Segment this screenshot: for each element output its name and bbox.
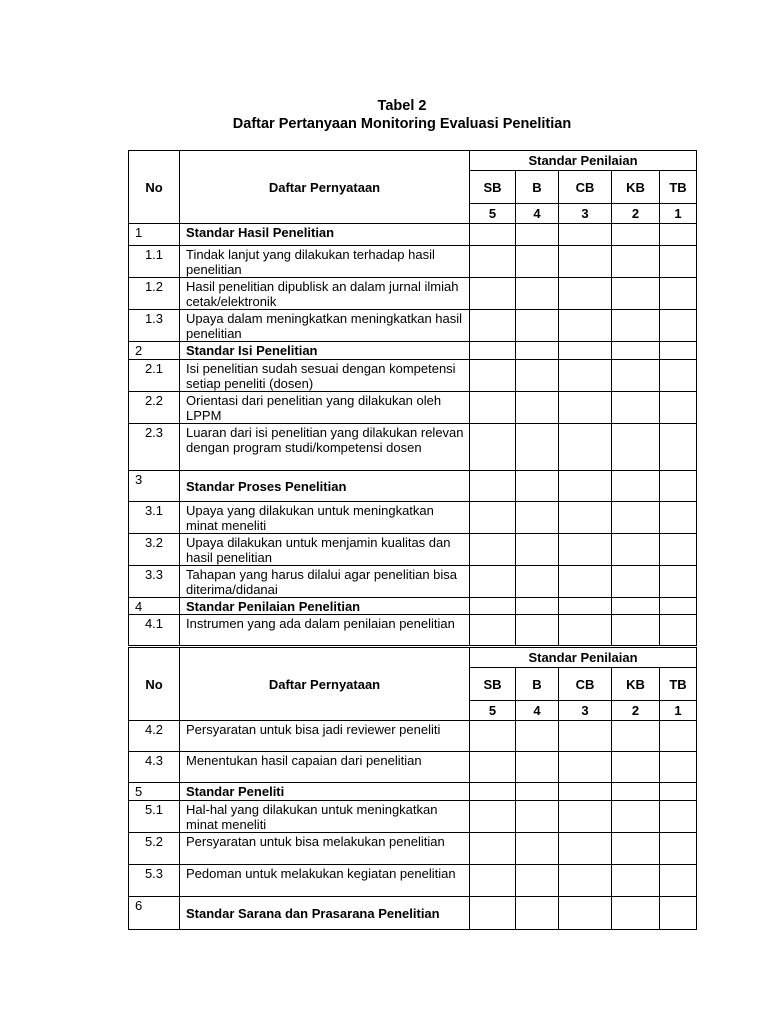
- score-cell-cb[interactable]: [559, 534, 612, 566]
- score-cell-b[interactable]: [516, 865, 559, 897]
- score-cell-kb[interactable]: [612, 424, 660, 471]
- table-number: Tabel 2: [377, 98, 427, 114]
- score-cell-kb[interactable]: [612, 246, 660, 278]
- row-statement: [180, 224, 470, 246]
- table-row: [129, 534, 697, 566]
- score-cell-kb[interactable]: [612, 471, 660, 502]
- statement-text: Luaran dari isi penelitian yang dilakukan relevan dengan program studi/kompetensi dosen: [186, 425, 464, 455]
- header-code-b: B: [516, 171, 559, 204]
- row-statement: [180, 615, 470, 646]
- score-cell-b[interactable]: [516, 801, 559, 833]
- header-no: No: [129, 648, 180, 721]
- score-cell-kb[interactable]: [612, 392, 660, 424]
- row-statement: [180, 566, 470, 598]
- row-statement: [180, 865, 470, 897]
- table-row: [129, 278, 697, 310]
- header-code-cb: CB: [559, 171, 612, 204]
- score-cell-kb[interactable]: [612, 865, 660, 897]
- score-cell-sb[interactable]: [470, 342, 516, 360]
- score-cell-sb[interactable]: [470, 310, 516, 342]
- score-cell-cb[interactable]: [559, 278, 612, 310]
- table-row: [129, 224, 697, 246]
- row-statement: [180, 897, 470, 930]
- score-cell-b[interactable]: [516, 534, 559, 566]
- score-cell-sb[interactable]: [470, 566, 516, 598]
- score-cell-tb[interactable]: [660, 342, 697, 360]
- header-code-sb: SB: [470, 668, 516, 701]
- table-row: [129, 801, 697, 833]
- score-cell-tb[interactable]: [660, 721, 697, 752]
- score-cell-kb[interactable]: [612, 502, 660, 534]
- header-value-cb: 3: [559, 204, 612, 224]
- row-statement: [180, 360, 470, 392]
- score-cell-kb[interactable]: [612, 801, 660, 833]
- score-cell-tb[interactable]: [660, 534, 697, 566]
- score-cell-kb[interactable]: [612, 721, 660, 752]
- row-number-text: 2: [135, 343, 143, 358]
- section-heading: Standar Isi Penelitian: [186, 343, 318, 358]
- table-row: [129, 615, 697, 646]
- score-cell-tb[interactable]: [660, 598, 697, 615]
- statement-text: Pedoman untuk melakukan kegiatan penelitian: [186, 866, 456, 881]
- score-cell-cb[interactable]: [559, 897, 612, 930]
- score-cell-kb[interactable]: [612, 566, 660, 598]
- table-row: [129, 360, 697, 392]
- header-code-tb: TB: [660, 668, 697, 701]
- score-cell-tb[interactable]: [660, 278, 697, 310]
- row-statement: [180, 502, 470, 534]
- score-cell-kb[interactable]: [612, 752, 660, 783]
- score-cell-kb[interactable]: [612, 783, 660, 801]
- score-cell-sb[interactable]: [470, 392, 516, 424]
- row-number-text: 5.1: [144, 802, 164, 817]
- score-cell-sb[interactable]: [470, 598, 516, 615]
- score-cell-cb[interactable]: [559, 246, 612, 278]
- row-number-text: 1.2: [144, 279, 164, 294]
- score-cell-sb[interactable]: [470, 278, 516, 310]
- score-cell-sb[interactable]: [470, 783, 516, 801]
- statement-text: Upaya dilakukan untuk menjamin kualitas dan hasil penelitian: [186, 535, 451, 565]
- table-row: [129, 310, 697, 342]
- statement-text: Persyaratan untuk bisa jadi reviewer peneliti: [186, 722, 441, 737]
- table-row: [129, 471, 697, 502]
- score-cell-b[interactable]: [516, 424, 559, 471]
- score-cell-tb[interactable]: [660, 615, 697, 646]
- score-cell-sb[interactable]: [470, 897, 516, 930]
- row-number-text: 3.2: [144, 535, 164, 550]
- statement-text: Upaya yang dilakukan untuk meningkatkan minat meneliti: [186, 503, 434, 533]
- header-code-kb: KB: [612, 171, 660, 204]
- score-cell-tb[interactable]: [660, 752, 697, 783]
- score-cell-b[interactable]: [516, 615, 559, 646]
- table-row: [129, 502, 697, 534]
- row-statement: [180, 598, 470, 615]
- row-number: [129, 865, 180, 897]
- row-number: [129, 833, 180, 865]
- score-cell-b[interactable]: [516, 360, 559, 392]
- table-row: [129, 342, 697, 360]
- score-cell-cb[interactable]: [559, 721, 612, 752]
- header-value-b: 4: [516, 701, 559, 721]
- header-value-kb: 2: [612, 204, 660, 224]
- statement-text: Tindak lanjut yang dilakukan terhadap hasil penelitian: [186, 247, 435, 277]
- score-cell-tb[interactable]: [660, 502, 697, 534]
- row-statement: [180, 278, 470, 310]
- score-cell-tb[interactable]: [660, 246, 697, 278]
- score-cell-b[interactable]: [516, 721, 559, 752]
- table-row: [129, 865, 697, 897]
- row-statement: [180, 424, 470, 471]
- score-cell-sb[interactable]: [470, 534, 516, 566]
- statement-text: Hasil penelitian dipublisk an dalam jurnal ilmiah cetak/elektronik: [186, 279, 459, 309]
- header-value-kb: 2: [612, 701, 660, 721]
- row-statement: [180, 801, 470, 833]
- score-cell-kb[interactable]: [612, 598, 660, 615]
- score-cell-cb[interactable]: [559, 783, 612, 801]
- section-heading: Standar Sarana dan Prasarana Penelitian: [186, 906, 440, 921]
- evaluation-table-part-1: [128, 150, 697, 646]
- score-cell-b[interactable]: [516, 783, 559, 801]
- row-number-text: 2.2: [144, 393, 164, 408]
- score-cell-cb[interactable]: [559, 615, 612, 646]
- score-cell-sb[interactable]: [470, 801, 516, 833]
- row-number-text: 4.1: [144, 616, 164, 631]
- score-cell-cb[interactable]: [559, 833, 612, 865]
- score-cell-kb[interactable]: [612, 278, 660, 310]
- row-number: [129, 534, 180, 566]
- score-cell-cb[interactable]: [559, 801, 612, 833]
- header-statement: Daftar Pernyataan: [180, 648, 470, 721]
- score-cell-sb[interactable]: [470, 721, 516, 752]
- score-cell-b[interactable]: [516, 342, 559, 360]
- header-code-b: B: [516, 668, 559, 701]
- section-heading: Standar Peneliti: [186, 784, 285, 799]
- table-row: [129, 566, 697, 598]
- score-cell-tb[interactable]: [660, 360, 697, 392]
- score-cell-tb[interactable]: [660, 783, 697, 801]
- row-statement: [180, 310, 470, 342]
- row-number: [129, 783, 180, 801]
- row-number: [129, 471, 180, 502]
- score-cell-kb[interactable]: [612, 310, 660, 342]
- row-number: [129, 360, 180, 392]
- score-cell-cb[interactable]: [559, 424, 612, 471]
- section-heading: Standar Hasil Penelitian: [186, 225, 335, 240]
- statement-text: Instrumen yang ada dalam penilaian penelitian: [186, 616, 455, 631]
- score-cell-kb[interactable]: [612, 534, 660, 566]
- table-title: Daftar Pertanyaan Monitoring Evaluasi Penelitian: [232, 116, 572, 132]
- score-cell-cb[interactable]: [559, 598, 612, 615]
- score-cell-tb[interactable]: [660, 224, 697, 246]
- header-no: No: [129, 151, 180, 224]
- score-cell-cb[interactable]: [559, 310, 612, 342]
- row-number-text: 2.3: [144, 425, 164, 440]
- row-number: [129, 278, 180, 310]
- score-cell-b[interactable]: [516, 246, 559, 278]
- score-cell-sb[interactable]: [470, 246, 516, 278]
- header-value-b: 4: [516, 204, 559, 224]
- score-cell-tb[interactable]: [660, 310, 697, 342]
- score-cell-cb[interactable]: [559, 392, 612, 424]
- score-cell-cb[interactable]: [559, 471, 612, 502]
- section-heading: Standar Proses Penelitian: [186, 479, 347, 494]
- score-cell-kb[interactable]: [612, 897, 660, 930]
- score-cell-b[interactable]: [516, 392, 559, 424]
- header-value-cb: 3: [559, 701, 612, 721]
- row-number: [129, 424, 180, 471]
- statement-text: Orientasi dari penelitian yang dilakukan oleh LPPM: [186, 393, 442, 423]
- header-value-sb: 5: [470, 701, 516, 721]
- statement-text: Menentukan hasil capaian dari penelitian: [186, 753, 422, 768]
- score-cell-b[interactable]: [516, 566, 559, 598]
- score-cell-kb[interactable]: [612, 224, 660, 246]
- score-cell-b[interactable]: [516, 752, 559, 783]
- row-number-text: 3.1: [144, 503, 164, 518]
- score-cell-tb[interactable]: [660, 801, 697, 833]
- row-number: [129, 392, 180, 424]
- score-cell-b[interactable]: [516, 224, 559, 246]
- score-cell-cb[interactable]: [559, 865, 612, 897]
- score-cell-sb[interactable]: [470, 865, 516, 897]
- table-row: [129, 392, 697, 424]
- score-cell-tb[interactable]: [660, 566, 697, 598]
- row-number-text: 6: [135, 898, 143, 913]
- header-code-sb: SB: [470, 171, 516, 204]
- table-row: [129, 598, 697, 615]
- score-cell-b[interactable]: [516, 278, 559, 310]
- score-cell-kb[interactable]: [612, 360, 660, 392]
- score-cell-tb[interactable]: [660, 865, 697, 897]
- row-number-text: 4: [135, 599, 143, 614]
- statement-text: Upaya dalam meningkatkan meningkatkan hasil penelitian: [186, 311, 463, 341]
- score-cell-kb[interactable]: [612, 615, 660, 646]
- row-number-text: 2.1: [144, 361, 164, 376]
- row-number: [129, 897, 180, 930]
- score-cell-sb[interactable]: [470, 424, 516, 471]
- score-cell-b[interactable]: [516, 471, 559, 502]
- row-statement: [180, 752, 470, 783]
- row-number: [129, 566, 180, 598]
- header-value-tb: 1: [660, 701, 697, 721]
- statement-text: Persyaratan untuk bisa melakukan penelitian: [186, 834, 445, 849]
- score-cell-sb[interactable]: [470, 471, 516, 502]
- score-cell-sb[interactable]: [470, 360, 516, 392]
- row-number: [129, 224, 180, 246]
- score-cell-tb[interactable]: [660, 833, 697, 865]
- table-row: [129, 833, 697, 865]
- score-cell-tb[interactable]: [660, 424, 697, 471]
- table-row: [129, 897, 697, 930]
- table-row: [129, 721, 697, 752]
- row-number: [129, 615, 180, 646]
- row-number-text: 5.2: [144, 834, 164, 849]
- row-number-text: 5.3: [144, 866, 164, 881]
- row-number: [129, 342, 180, 360]
- score-cell-cb[interactable]: [559, 566, 612, 598]
- table-row: [129, 246, 697, 278]
- statement-text: Hal-hal yang dilakukan untuk meningkatkan minat meneliti: [186, 802, 438, 832]
- row-statement: [180, 471, 470, 502]
- row-number: [129, 721, 180, 752]
- score-cell-cb[interactable]: [559, 752, 612, 783]
- score-cell-tb[interactable]: [660, 897, 697, 930]
- statement-text: Isi penelitian sudah sesuai dengan kompetensi setiap peneliti (dosen): [186, 361, 456, 391]
- row-number-text: 1: [135, 225, 143, 240]
- score-cell-tb[interactable]: [660, 392, 697, 424]
- score-cell-b[interactable]: [516, 897, 559, 930]
- row-statement: [180, 833, 470, 865]
- score-cell-cb[interactable]: [559, 360, 612, 392]
- row-number: [129, 801, 180, 833]
- row-number: [129, 310, 180, 342]
- header-standar-penilaian: Standar Penilaian: [470, 648, 697, 668]
- section-heading: Standar Penilaian Penelitian: [186, 599, 361, 614]
- row-statement: [180, 342, 470, 360]
- statement-text: Tahapan yang harus dilalui agar penelitian bisa diterima/didanai: [186, 567, 458, 597]
- score-cell-b[interactable]: [516, 598, 559, 615]
- header-statement: Daftar Pernyataan: [180, 151, 470, 224]
- header-code-kb: KB: [612, 668, 660, 701]
- row-number-text: 1.1: [144, 247, 164, 262]
- row-statement: [180, 392, 470, 424]
- table-row: [129, 752, 697, 783]
- header-standar-penilaian: Standar Penilaian: [470, 151, 697, 171]
- row-statement: [180, 721, 470, 752]
- score-cell-sb[interactable]: [470, 615, 516, 646]
- row-number-text: 3: [135, 472, 143, 487]
- header-value-tb: 1: [660, 204, 697, 224]
- row-statement: [180, 534, 470, 566]
- row-number: [129, 598, 180, 615]
- score-cell-kb[interactable]: [612, 833, 660, 865]
- score-cell-sb[interactable]: [470, 224, 516, 246]
- table-row: [129, 783, 697, 801]
- score-cell-cb[interactable]: [559, 224, 612, 246]
- score-cell-sb[interactable]: [470, 752, 516, 783]
- row-number: [129, 502, 180, 534]
- header-code-tb: TB: [660, 171, 697, 204]
- row-number: [129, 246, 180, 278]
- row-number-text: 5: [135, 784, 143, 799]
- header-value-sb: 5: [470, 204, 516, 224]
- row-statement: [180, 246, 470, 278]
- score-cell-b[interactable]: [516, 502, 559, 534]
- row-number-text: 1.3: [144, 311, 164, 326]
- row-statement: [180, 783, 470, 801]
- score-cell-cb[interactable]: [559, 342, 612, 360]
- score-cell-kb[interactable]: [612, 342, 660, 360]
- score-cell-cb[interactable]: [559, 502, 612, 534]
- row-number: [129, 752, 180, 783]
- row-number-text: 4.2: [144, 722, 164, 737]
- score-cell-sb[interactable]: [470, 502, 516, 534]
- score-cell-b[interactable]: [516, 310, 559, 342]
- table-row: [129, 424, 697, 471]
- row-number-text: 4.3: [144, 753, 164, 768]
- score-cell-sb[interactable]: [470, 833, 516, 865]
- score-cell-tb[interactable]: [660, 471, 697, 502]
- score-cell-b[interactable]: [516, 833, 559, 865]
- row-number-text: 3.3: [144, 567, 164, 582]
- evaluation-table-part-2: [128, 647, 697, 930]
- header-code-cb: CB: [559, 668, 612, 701]
